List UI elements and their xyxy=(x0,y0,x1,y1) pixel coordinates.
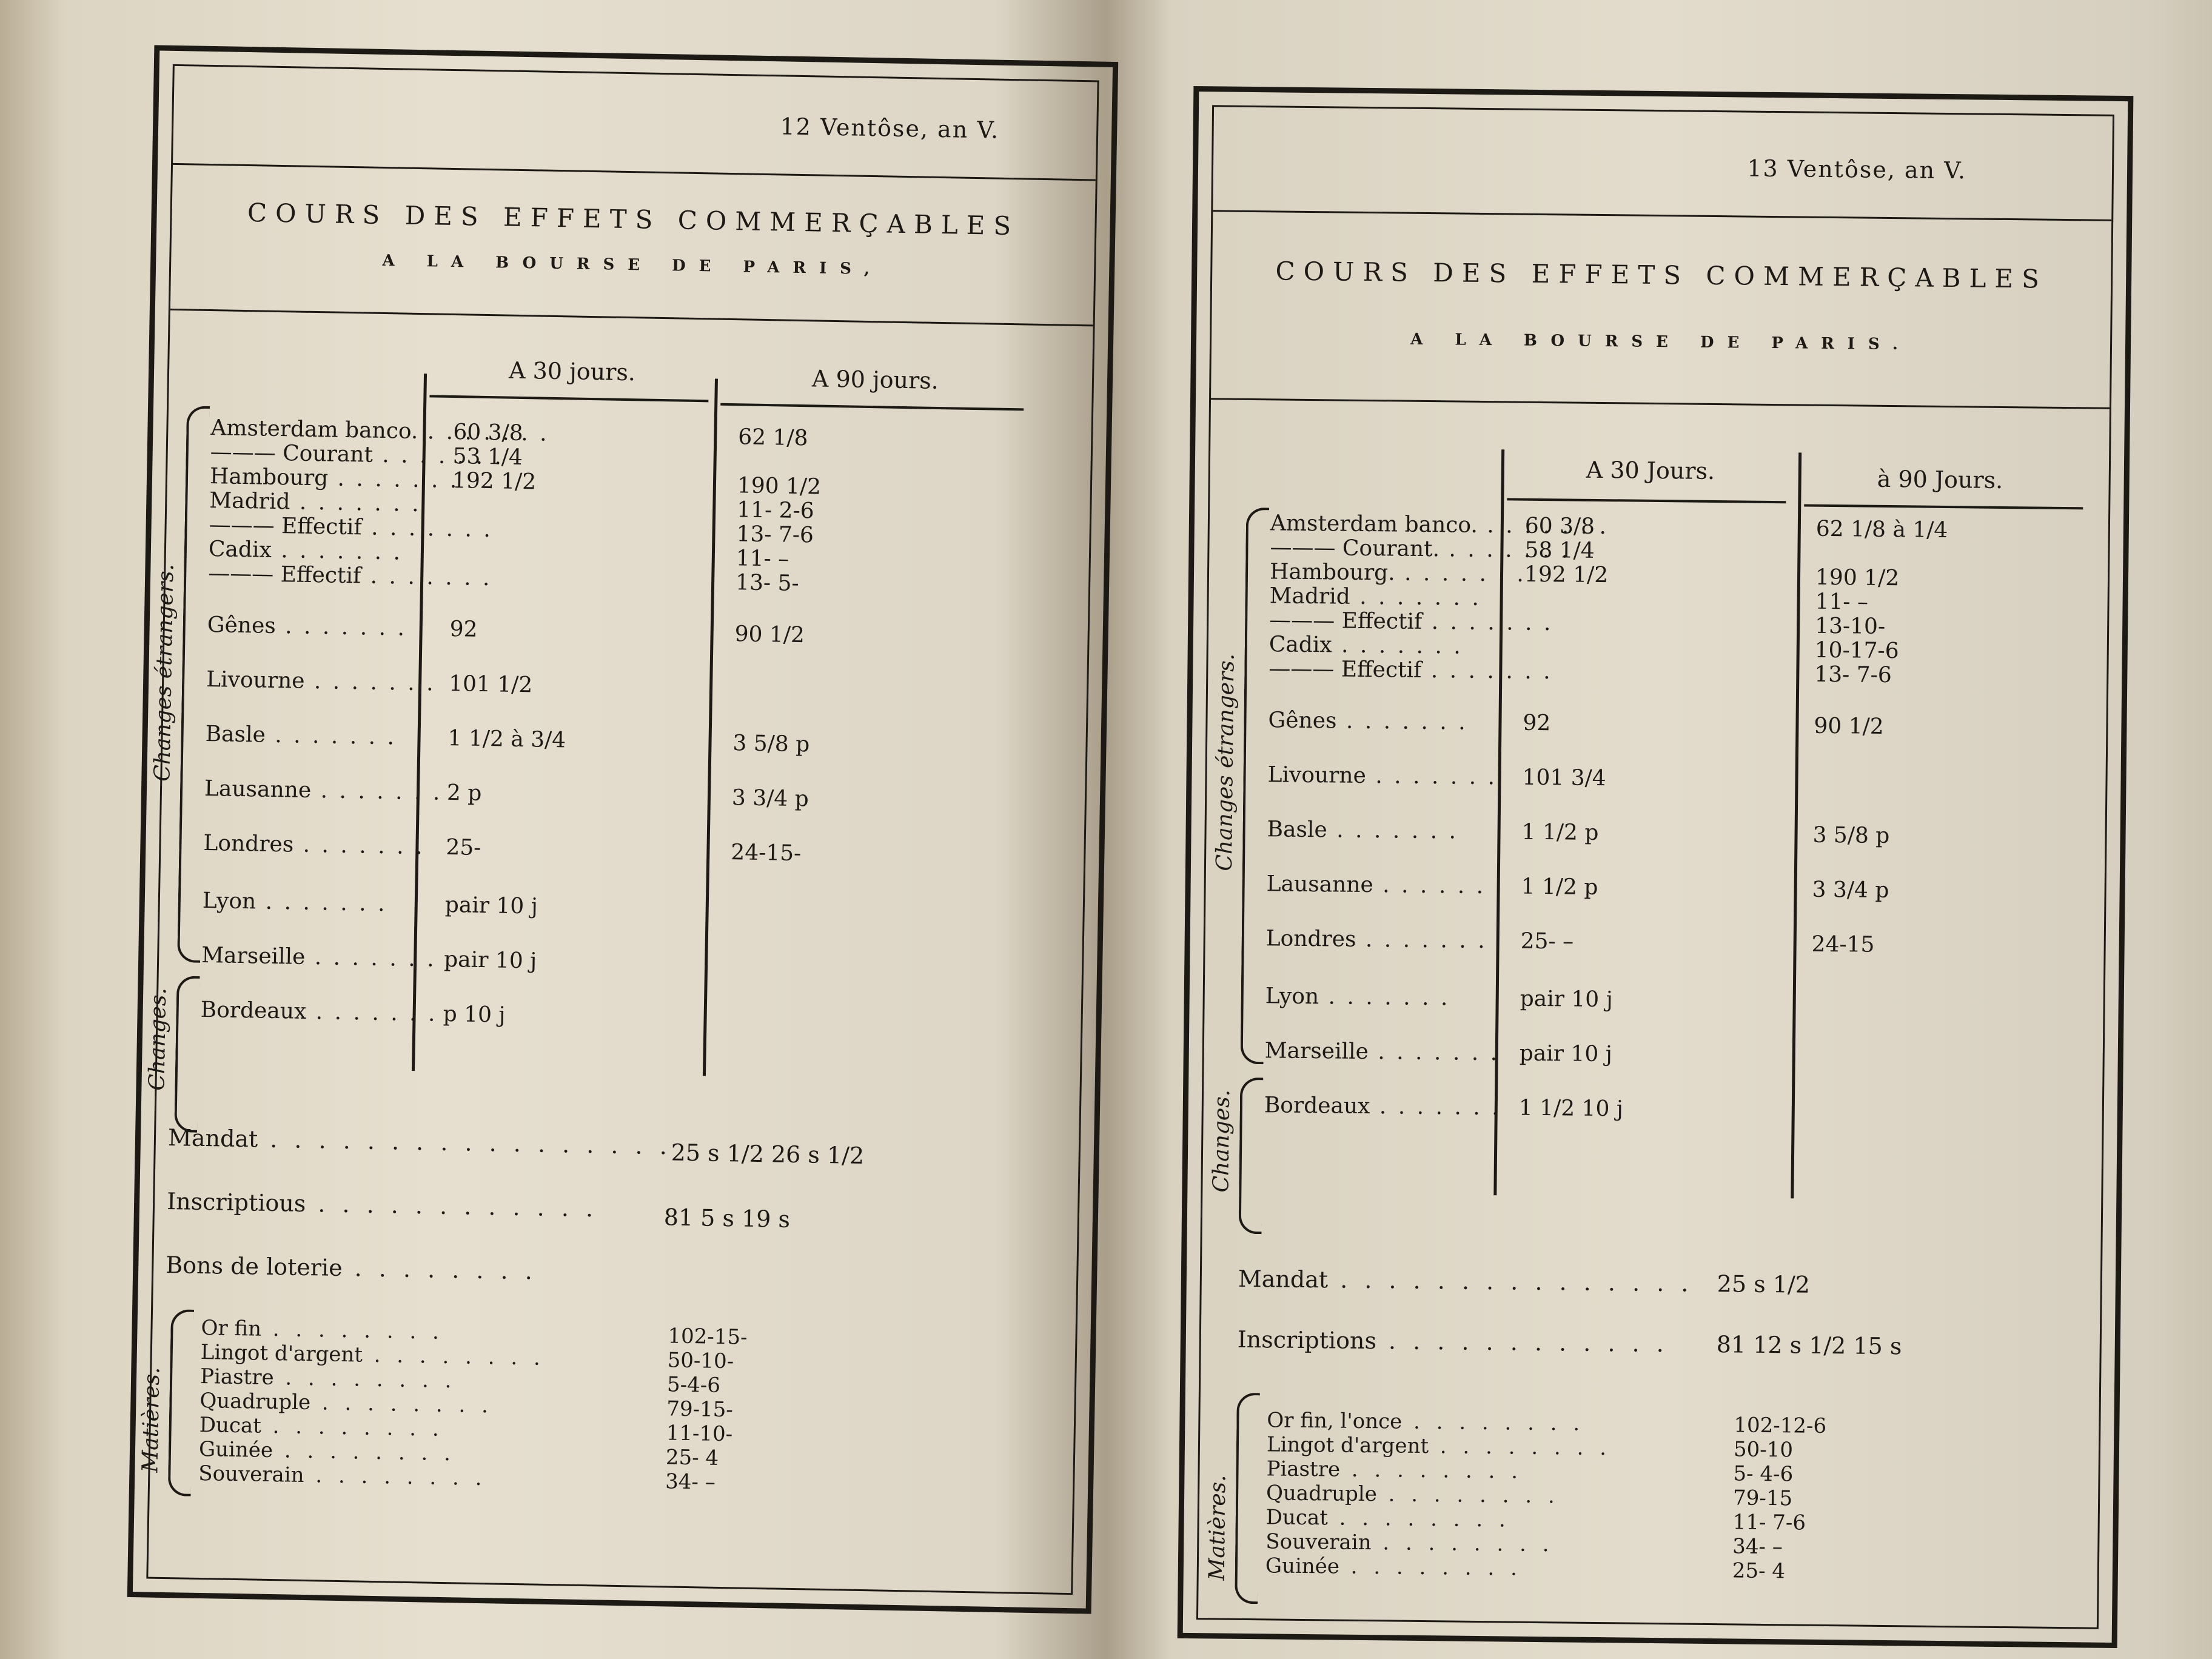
row-label: Lausanne . . . xyxy=(204,776,443,805)
row-label: ——— Effectif . . . xyxy=(1269,656,1553,684)
divider xyxy=(1213,210,2111,221)
matiere-label: Ducat xyxy=(1265,1505,1329,1530)
matiere-label: Ducat xyxy=(199,1412,262,1438)
value-90-days: 11- 2-6 xyxy=(736,497,814,524)
value-90-days: 3 5/8 p xyxy=(732,731,810,757)
leader-dots: . . . . . . . . xyxy=(1402,1409,1585,1436)
matiere-label: Lingot d'argent xyxy=(200,1339,363,1367)
value-90-days: 90 1/2 xyxy=(1814,713,1884,739)
table-row xyxy=(1207,707,2106,743)
matiere-value: 102-12-6 xyxy=(1734,1413,1827,1439)
row-label: Hambourg . . . xyxy=(210,464,460,493)
list-item xyxy=(1265,1481,1793,1511)
leader-dots: . . . . . . . . xyxy=(1339,1457,1523,1484)
row-label: ——— Courant. . . . xyxy=(1270,535,1570,563)
value-30-days: pair 10 j xyxy=(443,947,537,974)
table-row xyxy=(159,888,1083,931)
table-row xyxy=(159,942,1082,985)
leader-dots: . . . . . . . . xyxy=(310,1390,494,1418)
table-row xyxy=(163,721,1086,764)
column-underline xyxy=(720,403,1024,411)
table-row xyxy=(1204,983,2103,1019)
value-30-days: 25- – xyxy=(1520,928,1574,954)
row-label: Bordeaux . . . xyxy=(1264,1093,1501,1120)
value-30-days: 1 1/2 p xyxy=(1521,819,1599,846)
value-90-days: 62 1/8 à 1/4 xyxy=(1815,516,1948,543)
leader-dots: . . . . . . . . xyxy=(261,1316,444,1344)
mandat-row xyxy=(1238,1265,1811,1298)
matiere-label: Souverain xyxy=(198,1461,304,1487)
matiere-label: Guinée xyxy=(1265,1553,1340,1579)
row-label: Basle . . . xyxy=(1267,817,1458,843)
value-90-days: 62 1/8 xyxy=(737,424,808,451)
group-label-changes: Changes. xyxy=(1208,1089,1235,1193)
page-subtitle: A LA BOURSE DE PARIS, xyxy=(382,251,883,279)
row-label: Londres . . . xyxy=(203,831,425,859)
row-label: Livourne . . . xyxy=(206,667,436,696)
leader-dots: . . . . . . . . xyxy=(304,1463,487,1491)
inscriptions-value: 81 12 s 1/2 15 s xyxy=(1716,1331,1902,1360)
column-underline xyxy=(1804,504,2083,510)
row-label: Lausanne . . . xyxy=(1266,871,1504,899)
leader-dots: . . . . . . . . xyxy=(1376,1482,1560,1509)
matiere-value: 5-4-6 xyxy=(666,1372,721,1398)
matiere-label: Piastre xyxy=(1266,1456,1341,1482)
row-label: Gênes . . . xyxy=(207,612,407,641)
row-label: Madrid . . . xyxy=(209,488,421,517)
list-item xyxy=(1265,1553,1786,1584)
value-30-days: 58 1/4 xyxy=(1524,537,1595,563)
mandat-value: 25 s 1/2 26 s 1/2 xyxy=(671,1139,865,1170)
leader-dots: . . . . . . . . . . . . . . . xyxy=(1327,1266,1694,1297)
table-row xyxy=(161,830,1084,873)
matiere-value: 50-10 xyxy=(1733,1437,1794,1463)
row-label: Marseille . . . xyxy=(201,943,437,972)
row-label: Livourne . . . xyxy=(1267,762,1497,789)
value-30-days: p 10 j xyxy=(443,1001,506,1028)
value-90-days: 190 1/2 xyxy=(737,473,822,500)
matiere-label: Piastre xyxy=(199,1364,274,1390)
page-subtitle: A LA BOURSE DE PARIS. xyxy=(1410,330,1912,354)
row-label: Londres . . . xyxy=(1266,926,1487,953)
value-30-days: 92 xyxy=(449,616,478,642)
value-30-days: 25- xyxy=(446,834,481,860)
list-item xyxy=(201,1315,748,1350)
value-90-days: 90 1/2 xyxy=(734,622,805,648)
group-label-changes: Changes. xyxy=(144,987,172,1091)
value-90-days: 190 1/2 xyxy=(1815,565,1900,591)
matiere-label: Quadruple xyxy=(199,1388,311,1415)
table-row xyxy=(1204,1092,2102,1128)
matiere-value: 11- 7-6 xyxy=(1732,1510,1806,1535)
group-label-matieres: Matières. xyxy=(1204,1475,1231,1581)
value-90-days: 3 5/8 p xyxy=(1812,822,1890,849)
loterie-label: Bons de loterie xyxy=(165,1251,343,1282)
value-90-days: 11- – xyxy=(736,546,789,572)
value-30-days: pair 10 j xyxy=(444,892,538,919)
value-30-days: pair 10 j xyxy=(1519,1041,1613,1067)
group-brace xyxy=(168,1309,194,1496)
page-date: 12 Ventôse, an V. xyxy=(780,113,1000,144)
group-label-etrangers: Changes étrangers. xyxy=(150,563,179,782)
leader-dots: . . . . . . . . xyxy=(272,1438,456,1466)
leader-dots: . . . . . . . . xyxy=(261,1413,444,1441)
mandat-label: Mandat xyxy=(1238,1265,1329,1293)
inscriptions-value: 81 5 s 19 s xyxy=(663,1204,791,1233)
row-label: Bordeaux . . . xyxy=(200,997,438,1027)
matiere-label: Guinée xyxy=(198,1436,273,1463)
leader-dots: . . . . . . . . xyxy=(1428,1434,1612,1461)
column-header-30: A 30 Jours. xyxy=(1586,456,1715,484)
table-row xyxy=(164,666,1087,709)
page-title: COURS DES EFFETS COMMERÇABLES xyxy=(247,198,1020,241)
table-row xyxy=(1204,1037,2103,1074)
loterie-row xyxy=(166,1252,537,1285)
leader-dots: . . . . . . . . xyxy=(1371,1530,1554,1557)
row-label: ——— Effectif . . . xyxy=(208,561,492,591)
matiere-label: Lingot d'argent xyxy=(1266,1432,1429,1459)
matiere-value: 79-15 xyxy=(1732,1486,1793,1511)
row-label: Cadix . . . xyxy=(1269,632,1464,659)
value-90-days: 3 3/4 p xyxy=(1812,877,1889,903)
value-30-days: 192 1/2 xyxy=(1524,561,1609,588)
matiere-value: 50-10- xyxy=(667,1348,734,1374)
inscriptions-label: Inscriptious xyxy=(166,1187,306,1217)
row-label: Basle . . . xyxy=(205,722,397,749)
divider xyxy=(173,163,1096,181)
list-item xyxy=(1266,1456,1794,1487)
value-30-days: 192 1/2 xyxy=(452,468,537,495)
row-label: ——— Courant . . . xyxy=(210,440,504,469)
value-90-days: 10-17-6 xyxy=(1814,637,1899,664)
row-label: Cadix . . . xyxy=(209,537,403,565)
mandat-row xyxy=(167,1124,865,1170)
matiere-value: 11-10- xyxy=(666,1421,733,1447)
mandat-value: 25 s 1/2 xyxy=(1717,1270,1811,1298)
row-label: ——— Effectif . . . xyxy=(209,512,493,542)
value-30-days: 101 3/4 xyxy=(1522,765,1606,791)
row-label: ——— Effectif . . . xyxy=(1269,608,1553,635)
matiere-value: 25- 4 xyxy=(1732,1558,1786,1584)
column-header-90: A 90 jours. xyxy=(811,365,939,394)
value-90-days: 13-10- xyxy=(1814,613,1886,639)
column-underline xyxy=(1507,498,1786,503)
value-90-days: 24-15 xyxy=(1811,931,1875,957)
right-page-frame xyxy=(1196,105,2114,1629)
leader-dots: . . . . . . . . . . . . xyxy=(1376,1327,1669,1358)
mandat-label: Mandat xyxy=(167,1124,258,1153)
row-label: Amsterdam banco. . . . xyxy=(210,415,549,446)
value-90-days: 11- – xyxy=(1815,589,1869,615)
group-label-matieres: Matières. xyxy=(138,1367,165,1473)
matiere-value: 5- 4-6 xyxy=(1733,1461,1794,1487)
row-label: Gênes . . . xyxy=(1268,708,1468,734)
column-header-90: à 90 Jours. xyxy=(1877,465,2003,494)
leader-dots: . . . . . . . . xyxy=(1339,1554,1523,1581)
divider xyxy=(1211,398,2110,409)
value-30-days: 60 3/8 xyxy=(1524,513,1595,539)
row-label: Lyon . . . xyxy=(1265,984,1450,1010)
page-title: COURS DES EFFETS COMMERÇABLES xyxy=(1275,256,2048,294)
matiere-label: Or fin xyxy=(201,1315,262,1341)
inscriptions-row xyxy=(1237,1326,1902,1360)
value-90-days: 13- 7-6 xyxy=(736,521,814,548)
table-row xyxy=(1206,816,2105,853)
group-brace xyxy=(1235,1393,1260,1604)
value-30-days: 60 3/8 xyxy=(453,420,523,446)
matiere-value: 102-15- xyxy=(668,1324,748,1350)
value-30-days: 1 1/2 p xyxy=(1521,874,1598,900)
table-row xyxy=(1205,871,2104,907)
row-label: Lyon . . . xyxy=(202,888,387,916)
matiere-label: Or fin, l'once xyxy=(1267,1408,1403,1434)
value-30-days: 2 p xyxy=(446,780,482,806)
value-30-days: 101 1/2 xyxy=(448,671,533,698)
column-underline xyxy=(429,395,708,402)
inscriptions-label: Inscriptions xyxy=(1237,1326,1377,1355)
value-30-days: 1 1/2 10 j xyxy=(1518,1095,1624,1122)
column-header-30: A 30 jours. xyxy=(508,357,636,386)
inscriptions-row xyxy=(166,1187,791,1233)
matiere-value: 25- 4 xyxy=(665,1445,719,1470)
value-30-days: 92 xyxy=(1523,710,1551,736)
leader-dots: . . . . . . . . . . . . . . . . . xyxy=(257,1125,672,1160)
group-label-etrangers: Changes étrangers. xyxy=(1212,653,1239,871)
value-30-days: 1 1/2 à 3/4 xyxy=(447,725,566,753)
divider xyxy=(170,309,1093,327)
matiere-label: Quadruple xyxy=(1265,1481,1378,1507)
matiere-value: 34- – xyxy=(1732,1534,1783,1560)
list-item xyxy=(1266,1432,1794,1463)
left-page xyxy=(127,45,1118,1614)
table-row xyxy=(158,997,1081,1040)
page-date: 13 Ventôse, an V. xyxy=(1747,155,1967,184)
row-label: Madrid . . . xyxy=(1269,583,1481,611)
right-page xyxy=(1178,86,2134,1648)
list-item xyxy=(1265,1505,1806,1535)
left-page-frame xyxy=(138,64,1099,1595)
list-item xyxy=(198,1461,716,1495)
row-label: Marseille . . . xyxy=(1265,1038,1500,1065)
matiere-label: Souverain xyxy=(1265,1529,1372,1555)
row-label: Hambourg. . . . xyxy=(1270,559,1526,586)
leader-dots: . . . . . . . . xyxy=(273,1366,457,1393)
list-item xyxy=(1265,1529,1783,1560)
leader-dots: . . . . . . . . . . . . xyxy=(305,1190,598,1222)
row-label: Amsterdam banco. . . . xyxy=(1270,511,1609,539)
table-row xyxy=(164,612,1088,655)
value-30-days: pair 10 j xyxy=(1520,986,1614,1013)
value-90-days: 13- 7-6 xyxy=(1814,662,1892,688)
matiere-value: 34- – xyxy=(665,1469,716,1495)
list-item xyxy=(1267,1408,1827,1439)
leader-dots: . . . . . . . . xyxy=(362,1342,546,1370)
value-90-days: 3 3/4 p xyxy=(731,785,809,812)
value-90-days: 24-15- xyxy=(731,840,802,866)
matiere-value: 79-15- xyxy=(666,1396,734,1423)
leader-dots: . . . . . . . . xyxy=(342,1255,538,1285)
table-row xyxy=(1207,762,2105,798)
value-30-days: 53 1/4 xyxy=(452,444,523,471)
table-row xyxy=(1205,925,2103,962)
value-90-days: 13- 5- xyxy=(735,570,799,597)
table-row xyxy=(162,776,1085,819)
list-item xyxy=(199,1412,733,1447)
leader-dots: . . . . . . . . xyxy=(1327,1506,1510,1532)
